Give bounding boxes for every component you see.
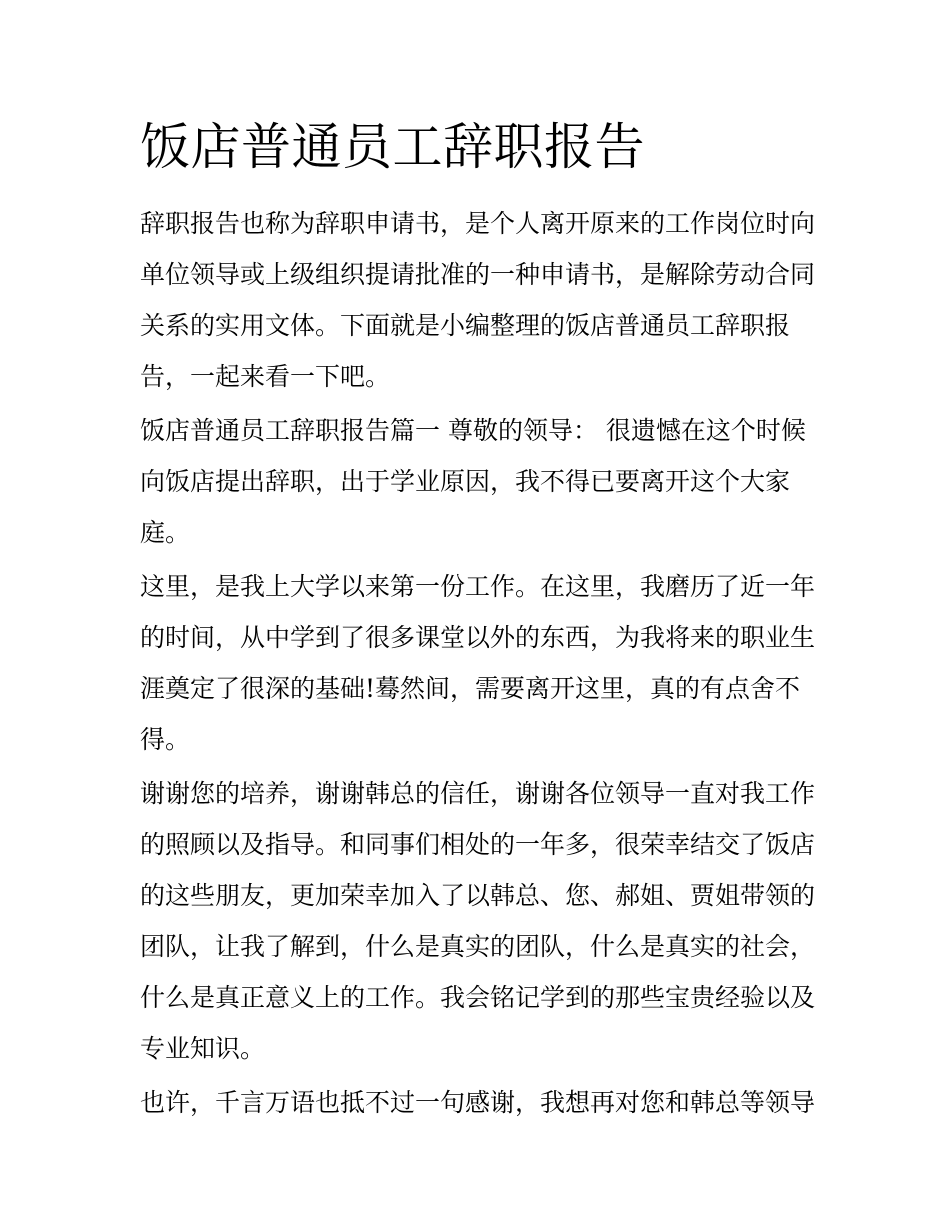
text-line: 什么是真正意义上的工作。我会铭记学到的那些宝贵经验以及 (140, 983, 816, 1012)
text-line: 单位领导或上级组织提请批准的一种申请书，是解除劳动合同 (140, 260, 816, 289)
text-line: 饭店普通员工辞职报告篇一 尊敬的领导： 很遗憾在这个时候 (140, 416, 806, 445)
text-line: 涯奠定了很深的基础!蓦然间，需要离开这里，真的有点舍不 (140, 674, 801, 703)
text-line: 团队，让我了解到，什么是真实的团队，什么是真实的社会， (140, 932, 816, 961)
paragraph-closing (140, 1077, 820, 1128)
document-body (140, 198, 820, 1131)
text-line: 谢谢您的培养，谢谢韩总的信任，谢谢各位领导一直对我工作 (140, 779, 816, 808)
text-line: 的这些朋友，更加荣幸加入了以韩总、您、郝姐、贾姐带领的 (140, 881, 816, 910)
text-line: 专业知识。 (140, 1034, 266, 1063)
document-title: 饭店普通员工辞职报告 (140, 118, 645, 176)
text-line: 庭。 (140, 518, 191, 547)
text-line: 的时间，从中学到了很多课堂以外的东西，为我将来的职业生 (140, 623, 816, 652)
text-line: 辞职报告也称为辞职申请书，是个人离开原来的工作岗位时向 (140, 209, 816, 238)
text-line: 也许，千言万语也抵不过一句感谢，我想再对您和韩总等领导 (140, 1088, 816, 1117)
paragraph-salutation (140, 405, 820, 558)
text-line: 这里，是我上大学以来第一份工作。在这里，我磨历了近一年 (140, 572, 816, 601)
paragraph-experience (140, 561, 820, 765)
text-line: 得。 (140, 725, 191, 754)
text-line: 的照顾以及指导。和同事们相处的一年多，很荣幸结交了饭店 (140, 830, 816, 859)
text-line: 告，一起来看一下吧。 (140, 362, 391, 391)
text-line: 关系的实用文体。下面就是小编整理的饭店普通员工辞职报 (140, 311, 791, 340)
text-line: 向饭店提出辞职，出于学业原因，我不得已要离开这个大家 (140, 467, 791, 496)
paragraph-intro (140, 198, 820, 402)
paragraph-thanks (140, 768, 820, 1074)
